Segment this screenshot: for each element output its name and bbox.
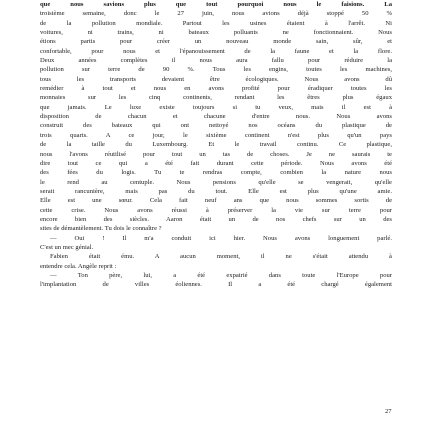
text-line: de la pollution mondiale. Partout les usines étaient à l'arrêt. Ni <box>40 19 392 27</box>
dialogue-line: — Ton père, lui, a été expatrié dans toute l'Europe pour <box>50 271 392 279</box>
text-line: sites de démantèlement. Tu dois le connaître ? <box>40 225 162 233</box>
text-line: voitures, ni trains, ni bateaux polluants ne fonctionnaient. Nous <box>40 29 392 37</box>
text-line: monnaies sur les cinq continents, rendant les êtres plus égaux <box>40 94 392 102</box>
text-line: de la taille du Luxembourg. Et le travail continu. Ce plastique, <box>40 141 392 149</box>
text-line: Elle est une sœur. Cela fait neuf ans que nous sommes sortis de <box>40 197 392 205</box>
text-line: construit des bateaux qui ont nettoyé nos océans du plastique de <box>40 122 392 130</box>
text-line: encore bien des siècles. Aaron était un de nos chefs sur un des <box>40 215 392 223</box>
document-page <box>40 0 392 433</box>
text-line: étions partis pour créer un nouveau monde sain, sûr, et <box>40 38 392 46</box>
page-number: 27 <box>385 408 392 415</box>
text-line: l'implantation de villes éoliennes. Il a été chargé également <box>40 281 392 289</box>
text-line: pollution sur terre de 90 %. Tous les engins, toutes les machines, <box>40 66 392 74</box>
text-line: dire tout ce qui a été fait durant cette période. Nous avons été <box>40 159 392 167</box>
text-line: Fabien était ému. A aucun moment, il ne s'était attendu à <box>50 253 392 261</box>
text-line: cette crise. Nous avons réussi à préserver la vie sur terre pour <box>40 206 392 214</box>
text-line: C'est un mec génial. <box>40 243 94 251</box>
text-line: serait rancunière, mais pas du tout. Elle est plus qu'une amie. <box>40 187 392 195</box>
text-line: des fées du logis. Tu te rendras compte, combien la nature nous <box>40 169 392 177</box>
text-line: que nous savions plus que tout pourquoi nous le faisions. La <box>40 1 392 8</box>
text-line: que jamais. Le luxe existe toujours si tu veux, mais il est à <box>40 103 392 111</box>
text-line: remédier à tout et nous en avons profité pour éradiquer toutes les <box>40 85 392 93</box>
dialogue-line: — Oui ! Il m'a conduit ici hier. Nous avons longuement parlé. <box>50 234 392 242</box>
text-line: tous les transports devaient être écologiques. Nous avons dû <box>40 75 392 83</box>
text-line: nous l'avons réutilisé pour tout un tas de choses. Je ne saurais te <box>40 150 392 158</box>
text-line: trois quarts. A ce jour, le sixième continent n'est plus qu'un pays <box>40 131 392 139</box>
text-line: le rend au centuple. Nous pensions qu'elle se vengerait, qu'elle <box>40 178 392 186</box>
text-line: disposition de chacun et chacune d'entre nous. Nous avons <box>40 113 392 121</box>
text-line: troisième semaine, donc le 27 juin, nous avions déjà stoppé 50 % <box>40 10 392 18</box>
text-line: entendre cela. Angèle reprit : <box>40 262 117 270</box>
body-text <box>40 0 392 290</box>
text-line: Deux années complètes il nous aura fallu pour réduire la <box>40 57 392 65</box>
text-line: confortable, pour nous et l'épanouissement de la faune et la flore. <box>40 47 392 55</box>
